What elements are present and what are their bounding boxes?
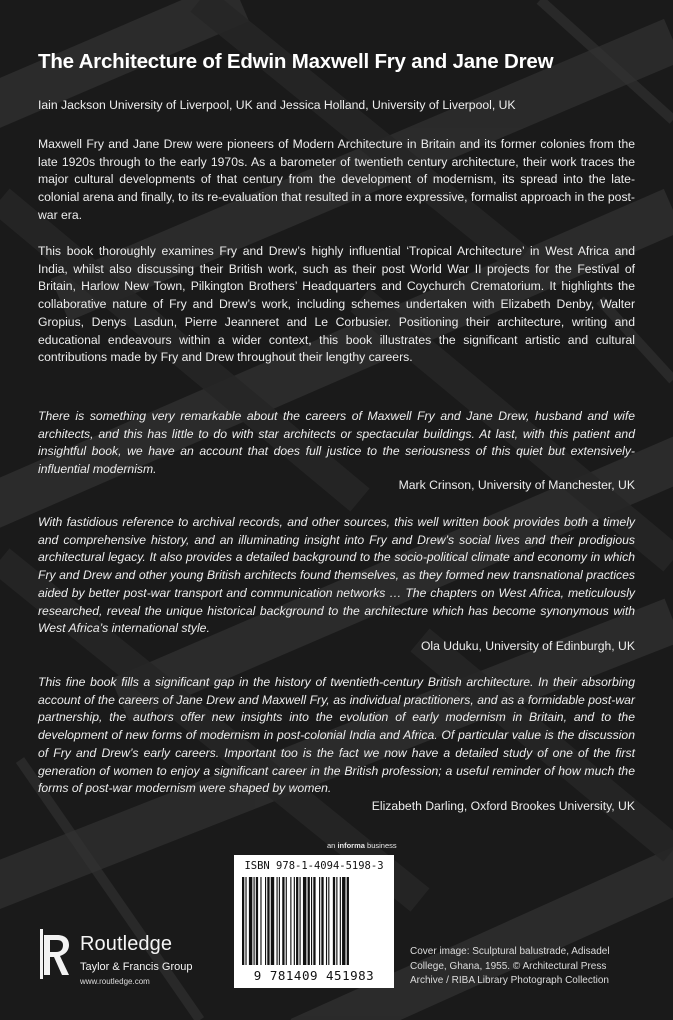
publisher-name: Routledge [80, 933, 173, 955]
review-attribution-3: Elizabeth Darling, Oxford Brookes University, UK [371, 799, 635, 813]
review-quote-3: This fine book fills a significant gap in the history of twentieth-century British architecture. In their absorbing account of the careers of Jane Drew and Maxwell Fry, as individual practitioners, and as a formidable post-war partnership, the authors offer new insights into the evolution of early modernism in Britain, and to the development of new forms of modernism in post-colonial India and Africa. Of particular value is the discussion of Fry and Drew’s early careers. Important too is the fact we now have a detailed study of one of the first generation of women to enjoy a significant career in the British profession; a useful reminder of how much the forms of post-war modernism were shaped by women. [38, 675, 635, 796]
routledge-r-icon [40, 929, 74, 979]
cover-image-credit: Cover image: Sculptural balustrade, Adisadel College, Ghana, 1955. © Architectural Press Archive / RIBA Library Photograph Collection [410, 946, 610, 986]
publisher-group: Taylor & Francis Group [80, 961, 193, 973]
description-paragraph-1: Maxwell Fry and Jane Drew were pioneers of Modern Architecture in Britain and its former colonies from the late 1920s through to the early 1970s. As a barometer of twentieth century architecture, their work traces the major cultural developments of that century from the development of modernism, its spread into the late-colonial arena and finally, to its re-evaluation that resulted in a more expressive, formalist approach in the post-war era. [38, 137, 635, 222]
isbn-label: ISBN 978-1-4094-5198-3 [244, 860, 384, 872]
review-attribution-1: Mark Crinson, University of Manchester, UK [398, 478, 635, 492]
book-title: The Architecture of Edwin Maxwell Fry and Jane Drew [38, 50, 554, 73]
review-attribution-2: Ola Uduku, University of Edinburgh, UK [420, 639, 635, 653]
barcode-bars [242, 877, 386, 967]
routledge-logo [40, 929, 230, 999]
description-paragraph-2: This book thoroughly examines Fry and Drew’s highly influential ‘Tropical Architecture’ in West Africa and India, whilst also discussing their British work, such as their post World War II projects for the Festival of Britain, Harlow New Town, Pilkington Brothers’ Headquarters and Coychurch Crematorium. It highlights the collaborative nature of Fry and Drew’s work, including schemes undertaken with Elizabeth Denby, Walter Gropius, Denys Lasdun, Pierre Jeanneret and Le Corbusier. Positioning their architecture, writing and educational endeavours within a wider context, this book illustrates the significant artistic and cultural contributions made by Fry and Drew throughout their lengthy careers. [38, 244, 635, 365]
review-quote-2: With fastidious reference to archival records, and other sources, this well written book provides both a timely and comprehensive history, and an illuminating insight into Fry and Drew’s social lives and their prodigious architectural legacy. It also provides a detailed background to the socio-political climate and economy in which Fry and Drew and other young British architects found themselves, as they formed new transnational practices aided by better post-war transport and communication networks … The chapters on West Africa, meticulously researched, reveal the unique historical background to the architecture which has become synonymous with West Africa’s international style. [38, 515, 635, 636]
isbn-barcode [234, 855, 394, 988]
publisher-url: www.routledge.com [80, 977, 150, 986]
review-quote-1: There is something very remarkable about the careers of Maxwell Fry and Jane Drew, husband and wife architects, and this has little to do with star architects or spectacular buildings. At last, with this patient and insightful book, we have an account that does full justice to the seriousness of this quiet but extensively-influential modernism. [38, 409, 635, 477]
book-authors: Iain Jackson University of Liverpool, UK and Jessica Holland, University of Liverpool, UK [38, 98, 516, 112]
informa-business-label: an informa business [327, 841, 397, 850]
barcode-digits: 9 781409 451983 [253, 968, 375, 983]
